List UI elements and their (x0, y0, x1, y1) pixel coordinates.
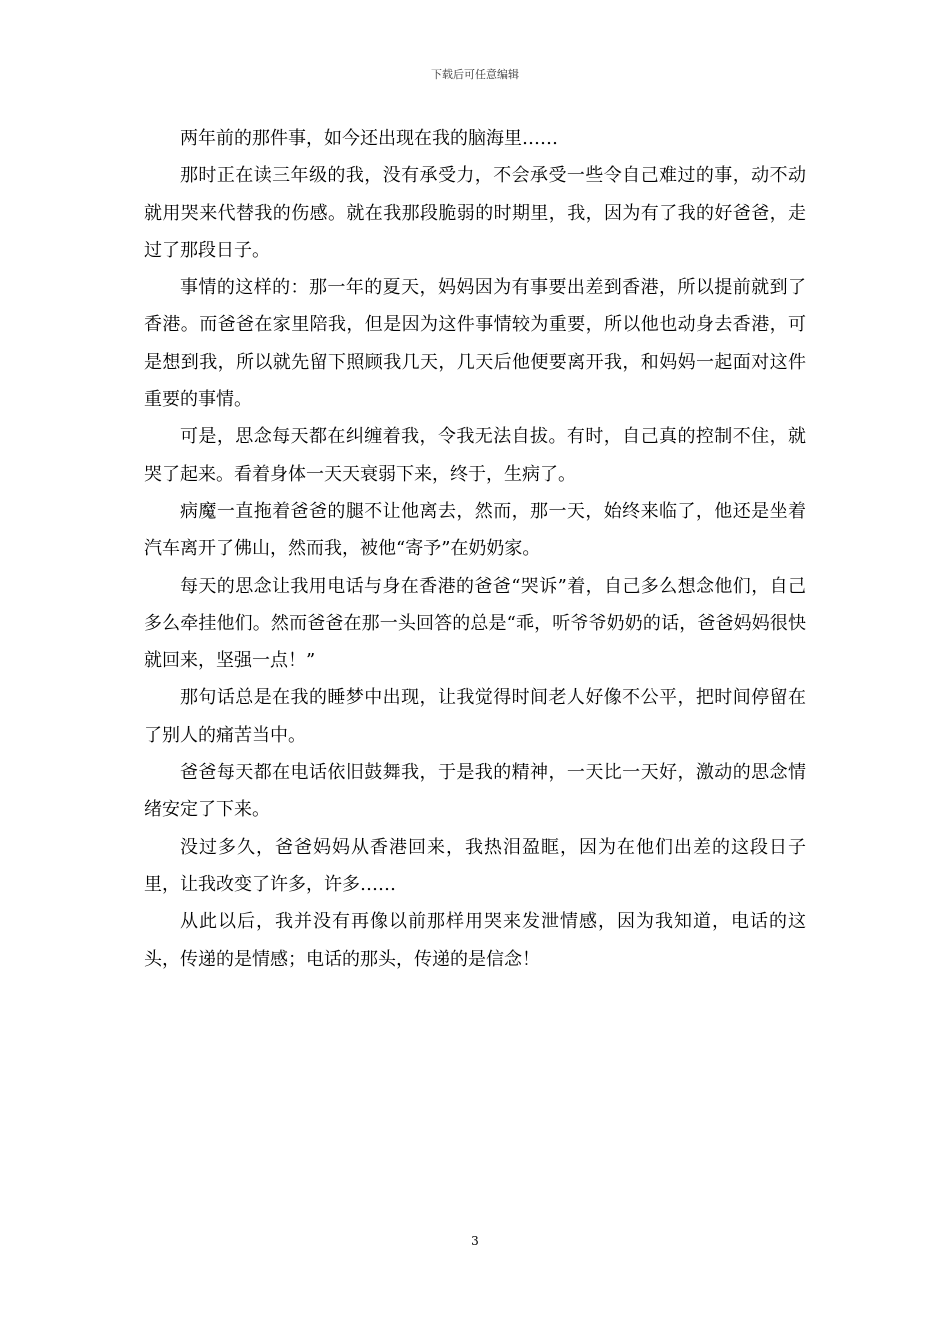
paragraph: 两年前的那件事，如今还出现在我的脑海里…… (180, 128, 558, 149)
paragraph: 从此以后，我并没有再像以前那样用哭来发泄情感，因为我知道，电话的这头，传递的是情感；电话的那头，传递的是信念！ (144, 911, 806, 970)
paragraph: 没过多久，爸爸妈妈从香港回来，我热泪盈眶，因为在他们出差的这段日子里，让我改变了许多，许多…… (144, 836, 806, 895)
paragraph: 病魔一直拖着爸爸的腿不让他离去，然而，那一天，始终来临了，他还是坐着汽车离开了佛山，然而我，被他“寄予”在奶奶家。 (144, 500, 806, 560)
paragraph: 爸爸每天都在电话依旧鼓舞我，于是我的精神，一天比一天好，激动的思念情绪安定了下来。 (144, 762, 806, 821)
paragraph: 那时正在读三年级的我，没有承受力，不会承受一些令自己难过的事，动不动就用哭来代替我的伤感。就在我那段脆弱的时期里，我，因为有了我的好爸爸，走过了那段日子。 (144, 165, 806, 261)
page-header: 下载后可任意编辑 (431, 68, 519, 81)
document-body (144, 120, 806, 978)
paragraph: 那句话总是在我的睡梦中出现，让我觉得时间老人好像不公平，把时间停留在了别人的痛苦当中。 (144, 687, 806, 746)
paragraph: 可是，思念每天都在纠缠着我，令我无法自拔。有时，自己真的控制不住，就哭了起来。看着身体一天天衰弱下来，终于，生病了。 (144, 426, 806, 485)
paragraph: 事情的这样的：那一年的夏天，妈妈因为有事要出差到香港，所以提前就到了香港。而爸爸在家里陪我，但是因为这件事情较为重要，所以他也动身去香港，可是想到我，所以就先留下照顾我几天，几天后他便要离开我，和妈妈一起面对这件重要的事情。 (144, 277, 806, 411)
page-number: 3 (471, 1234, 479, 1248)
paragraph: 每天的思念让我用电话与身在香港的爸爸“哭诉”着，自己多么想念他们，自己多么牵挂他们。然而爸爸在那一头回答的总是“乖，听爷爷奶奶的话，爸爸妈妈很快就回来，坚强一点！” (144, 575, 806, 672)
